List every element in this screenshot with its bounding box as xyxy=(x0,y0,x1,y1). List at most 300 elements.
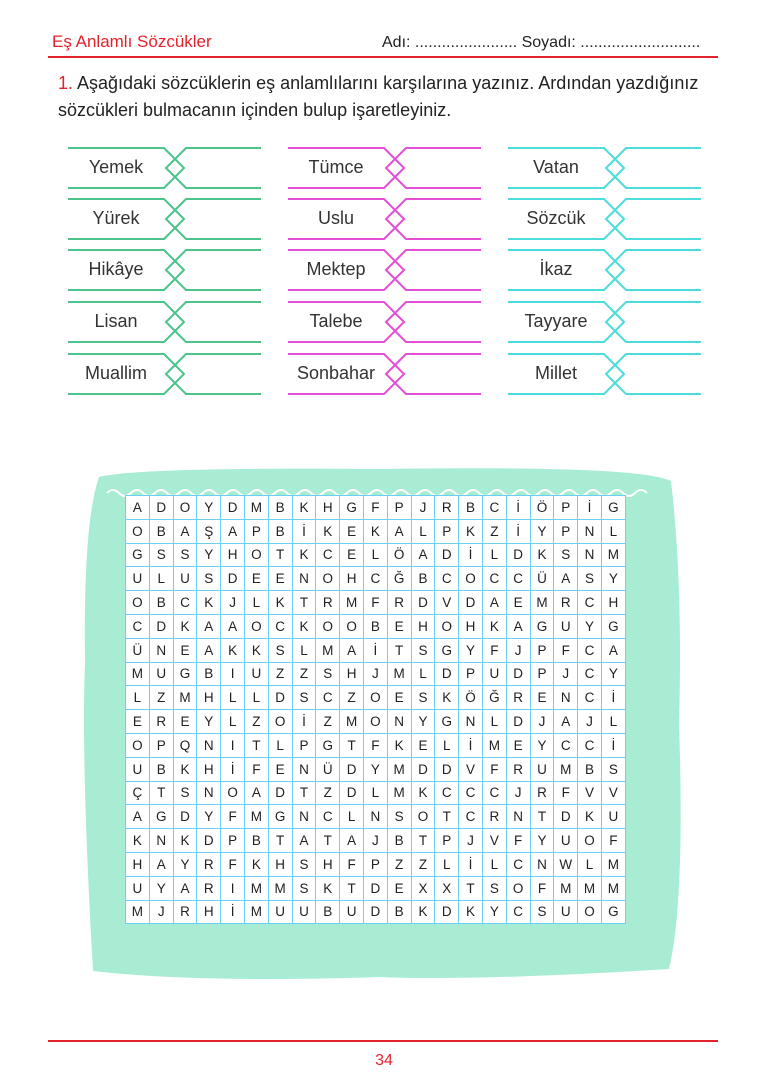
grid-letter-cell[interactable]: F xyxy=(482,638,506,662)
grid-letter-cell[interactable]: D xyxy=(149,614,173,638)
grid-letter-cell[interactable]: D xyxy=(506,710,530,734)
grid-letter-cell[interactable]: E xyxy=(244,567,268,591)
grid-letter-cell[interactable]: L xyxy=(601,710,625,734)
grid-letter-cell[interactable]: C xyxy=(482,496,506,520)
grid-letter-cell[interactable]: D xyxy=(340,757,364,781)
grid-letter-cell[interactable]: S xyxy=(554,543,578,567)
grid-letter-cell[interactable]: I xyxy=(221,876,245,900)
grid-letter-cell[interactable]: Ü xyxy=(530,567,554,591)
grid-letter-cell[interactable]: Z xyxy=(316,781,340,805)
grid-letter-cell[interactable]: C xyxy=(173,591,197,615)
grid-letter-cell[interactable]: Z xyxy=(482,519,506,543)
grid-letter-cell[interactable]: S xyxy=(173,781,197,805)
grid-letter-cell[interactable]: G xyxy=(601,496,625,520)
grid-letter-cell[interactable]: G xyxy=(316,733,340,757)
grid-letter-cell[interactable]: C xyxy=(578,662,602,686)
grid-letter-cell[interactable]: N xyxy=(292,757,316,781)
grid-letter-cell[interactable]: U xyxy=(149,662,173,686)
grid-letter-cell[interactable]: H xyxy=(221,543,245,567)
grid-letter-cell[interactable]: İ xyxy=(221,757,245,781)
grid-letter-cell[interactable]: B xyxy=(578,757,602,781)
grid-letter-cell[interactable]: M xyxy=(268,876,292,900)
grid-letter-cell[interactable]: T xyxy=(268,543,292,567)
grid-letter-cell[interactable]: S xyxy=(387,805,411,829)
grid-letter-cell[interactable]: E xyxy=(173,710,197,734)
grid-letter-cell[interactable]: O xyxy=(506,876,530,900)
grid-letter-cell[interactable]: J xyxy=(221,591,245,615)
grid-letter-cell[interactable]: R xyxy=(149,710,173,734)
grid-letter-cell[interactable]: G xyxy=(173,662,197,686)
grid-letter-cell[interactable]: A xyxy=(292,829,316,853)
grid-letter-cell[interactable]: O xyxy=(126,591,150,615)
grid-letter-cell[interactable]: N xyxy=(578,519,602,543)
grid-letter-cell[interactable]: C xyxy=(316,805,340,829)
grid-letter-cell[interactable]: K xyxy=(173,614,197,638)
grid-letter-cell[interactable]: C xyxy=(578,591,602,615)
grid-letter-cell[interactable]: C xyxy=(126,614,150,638)
grid-letter-cell[interactable]: G xyxy=(149,805,173,829)
grid-letter-cell[interactable]: Y xyxy=(197,805,221,829)
grid-letter-cell[interactable]: C xyxy=(316,686,340,710)
grid-letter-cell[interactable]: H xyxy=(601,591,625,615)
grid-letter-cell[interactable]: U xyxy=(601,805,625,829)
grid-letter-cell[interactable]: M xyxy=(387,662,411,686)
grid-letter-cell[interactable]: L xyxy=(340,805,364,829)
grid-letter-cell[interactable]: İ xyxy=(292,710,316,734)
grid-letter-cell[interactable]: K xyxy=(173,757,197,781)
grid-letter-cell[interactable]: Ç xyxy=(126,781,150,805)
grid-letter-cell[interactable]: B xyxy=(363,614,387,638)
grid-letter-cell[interactable]: S xyxy=(268,638,292,662)
answer-blank-frame[interactable] xyxy=(386,302,481,342)
grid-letter-cell[interactable]: B xyxy=(387,829,411,853)
grid-letter-cell[interactable]: İ xyxy=(506,519,530,543)
grid-letter-cell[interactable]: A xyxy=(601,638,625,662)
grid-letter-cell[interactable]: Ü xyxy=(126,638,150,662)
grid-letter-cell[interactable]: C xyxy=(435,567,459,591)
grid-letter-cell[interactable]: P xyxy=(530,638,554,662)
grid-letter-cell[interactable]: K xyxy=(268,591,292,615)
grid-letter-cell[interactable]: K xyxy=(316,519,340,543)
grid-letter-cell[interactable]: D xyxy=(459,591,483,615)
grid-letter-cell[interactable]: U xyxy=(530,757,554,781)
grid-letter-cell[interactable]: D xyxy=(197,829,221,853)
grid-letter-cell[interactable]: M xyxy=(340,710,364,734)
answer-blank-frame[interactable] xyxy=(386,354,481,394)
grid-letter-cell[interactable]: E xyxy=(387,686,411,710)
answer-blank-frame[interactable] xyxy=(166,250,261,290)
grid-letter-cell[interactable]: V xyxy=(578,781,602,805)
grid-letter-cell[interactable]: D xyxy=(506,543,530,567)
grid-letter-cell[interactable]: E xyxy=(506,591,530,615)
grid-letter-cell[interactable]: P xyxy=(435,519,459,543)
grid-letter-cell[interactable]: K xyxy=(197,591,221,615)
grid-letter-cell[interactable]: Ö xyxy=(459,686,483,710)
answer-blank-frame[interactable] xyxy=(166,148,261,188)
grid-letter-cell[interactable]: G xyxy=(601,900,625,924)
grid-letter-cell[interactable]: D xyxy=(435,543,459,567)
grid-letter-cell[interactable]: X xyxy=(411,876,435,900)
grid-letter-cell[interactable]: A xyxy=(387,519,411,543)
grid-letter-cell[interactable]: J xyxy=(411,496,435,520)
grid-letter-cell[interactable]: D xyxy=(435,757,459,781)
grid-letter-cell[interactable]: E xyxy=(268,567,292,591)
grid-letter-cell[interactable]: J xyxy=(506,638,530,662)
grid-letter-cell[interactable]: T xyxy=(530,805,554,829)
grid-letter-cell[interactable]: V xyxy=(482,829,506,853)
grid-letter-cell[interactable]: E xyxy=(506,733,530,757)
grid-letter-cell[interactable]: F xyxy=(554,781,578,805)
grid-letter-cell[interactable]: K xyxy=(244,638,268,662)
grid-letter-cell[interactable]: B xyxy=(268,519,292,543)
grid-letter-cell[interactable]: Z xyxy=(316,710,340,734)
grid-letter-cell[interactable]: N xyxy=(292,805,316,829)
grid-letter-cell[interactable]: M xyxy=(244,876,268,900)
grid-letter-cell[interactable]: N xyxy=(197,781,221,805)
grid-letter-cell[interactable]: U xyxy=(126,757,150,781)
grid-letter-cell[interactable]: A xyxy=(554,567,578,591)
grid-letter-cell[interactable]: D xyxy=(363,900,387,924)
grid-letter-cell[interactable]: K xyxy=(411,781,435,805)
grid-letter-cell[interactable]: Y xyxy=(601,567,625,591)
grid-letter-cell[interactable]: T xyxy=(316,829,340,853)
grid-letter-cell[interactable]: B xyxy=(268,496,292,520)
grid-letter-cell[interactable]: C xyxy=(578,686,602,710)
grid-letter-cell[interactable]: M xyxy=(126,662,150,686)
grid-letter-cell[interactable]: L xyxy=(482,710,506,734)
grid-letter-cell[interactable]: A xyxy=(244,781,268,805)
grid-letter-cell[interactable]: S xyxy=(149,543,173,567)
grid-letter-cell[interactable]: E xyxy=(268,757,292,781)
grid-letter-cell[interactable]: Y xyxy=(173,852,197,876)
grid-letter-cell[interactable]: Ö xyxy=(530,496,554,520)
grid-letter-cell[interactable]: A xyxy=(340,829,364,853)
grid-letter-cell[interactable]: R xyxy=(173,900,197,924)
grid-letter-cell[interactable]: A xyxy=(221,519,245,543)
grid-letter-cell[interactable]: O xyxy=(244,614,268,638)
grid-letter-cell[interactable]: D xyxy=(221,567,245,591)
grid-letter-cell[interactable]: Y xyxy=(411,710,435,734)
grid-letter-cell[interactable]: O xyxy=(316,614,340,638)
grid-letter-cell[interactable]: L xyxy=(244,686,268,710)
grid-letter-cell[interactable]: M xyxy=(340,591,364,615)
grid-letter-cell[interactable]: C xyxy=(459,781,483,805)
grid-letter-cell[interactable]: N xyxy=(292,567,316,591)
grid-letter-cell[interactable]: M xyxy=(244,900,268,924)
grid-letter-cell[interactable]: K xyxy=(316,876,340,900)
grid-letter-cell[interactable]: S xyxy=(411,686,435,710)
grid-letter-cell[interactable]: İ xyxy=(292,519,316,543)
grid-letter-cell[interactable]: U xyxy=(126,567,150,591)
grid-letter-cell[interactable]: C xyxy=(268,614,292,638)
grid-letter-cell[interactable]: P xyxy=(387,496,411,520)
grid-letter-cell[interactable]: B xyxy=(411,567,435,591)
grid-letter-cell[interactable]: O xyxy=(578,829,602,853)
grid-letter-cell[interactable]: P xyxy=(363,852,387,876)
grid-letter-cell[interactable]: E xyxy=(387,876,411,900)
grid-letter-cell[interactable]: B xyxy=(244,829,268,853)
grid-letter-cell[interactable]: Y xyxy=(601,662,625,686)
grid-letter-cell[interactable]: N xyxy=(149,638,173,662)
grid-letter-cell[interactable]: C xyxy=(554,733,578,757)
grid-letter-cell[interactable]: O xyxy=(316,567,340,591)
grid-letter-cell[interactable]: K xyxy=(482,614,506,638)
grid-letter-cell[interactable]: F xyxy=(482,757,506,781)
answer-blank-frame[interactable] xyxy=(386,148,481,188)
grid-letter-cell[interactable]: F xyxy=(554,638,578,662)
grid-letter-cell[interactable]: G xyxy=(435,638,459,662)
grid-letter-cell[interactable]: J xyxy=(459,829,483,853)
grid-letter-cell[interactable]: U xyxy=(554,614,578,638)
grid-letter-cell[interactable]: U xyxy=(554,829,578,853)
grid-letter-cell[interactable]: D xyxy=(435,662,459,686)
grid-letter-cell[interactable]: G xyxy=(601,614,625,638)
grid-letter-cell[interactable]: W xyxy=(554,852,578,876)
grid-letter-cell[interactable]: G xyxy=(340,496,364,520)
grid-letter-cell[interactable]: K xyxy=(292,496,316,520)
grid-letter-cell[interactable]: S xyxy=(197,567,221,591)
grid-letter-cell[interactable]: H xyxy=(197,686,221,710)
grid-letter-cell[interactable]: R xyxy=(506,757,530,781)
grid-letter-cell[interactable]: N xyxy=(149,829,173,853)
grid-letter-cell[interactable]: R xyxy=(197,876,221,900)
grid-letter-cell[interactable]: N xyxy=(363,805,387,829)
grid-letter-cell[interactable]: A xyxy=(197,638,221,662)
grid-letter-cell[interactable]: K xyxy=(435,686,459,710)
grid-letter-cell[interactable]: E xyxy=(411,733,435,757)
grid-letter-cell[interactable]: O xyxy=(459,567,483,591)
grid-letter-cell[interactable]: Z xyxy=(268,662,292,686)
grid-letter-cell[interactable]: J xyxy=(530,710,554,734)
grid-letter-cell[interactable]: G xyxy=(126,543,150,567)
grid-letter-cell[interactable]: F xyxy=(506,829,530,853)
grid-letter-cell[interactable]: P xyxy=(554,496,578,520)
grid-letter-cell[interactable]: A xyxy=(173,876,197,900)
grid-letter-cell[interactable]: M xyxy=(601,876,625,900)
grid-letter-cell[interactable]: Z xyxy=(292,662,316,686)
grid-letter-cell[interactable]: B xyxy=(149,757,173,781)
grid-letter-cell[interactable]: A xyxy=(340,638,364,662)
grid-letter-cell[interactable]: İ xyxy=(221,900,245,924)
grid-letter-cell[interactable]: N xyxy=(459,710,483,734)
grid-letter-cell[interactable]: J xyxy=(363,829,387,853)
grid-letter-cell[interactable]: R xyxy=(435,496,459,520)
grid-letter-cell[interactable]: T xyxy=(459,876,483,900)
grid-letter-cell[interactable]: F xyxy=(340,852,364,876)
grid-letter-cell[interactable]: M xyxy=(387,757,411,781)
grid-letter-cell[interactable]: U xyxy=(126,876,150,900)
grid-letter-cell[interactable]: O xyxy=(340,614,364,638)
grid-letter-cell[interactable]: J xyxy=(149,900,173,924)
grid-letter-cell[interactable]: P xyxy=(244,519,268,543)
grid-letter-cell[interactable]: E xyxy=(387,614,411,638)
grid-letter-cell[interactable]: X xyxy=(435,876,459,900)
grid-letter-cell[interactable]: A xyxy=(482,591,506,615)
grid-letter-cell[interactable]: C xyxy=(316,543,340,567)
grid-letter-cell[interactable]: S xyxy=(601,757,625,781)
grid-letter-cell[interactable]: Y xyxy=(197,496,221,520)
grid-letter-cell[interactable]: Ö xyxy=(387,543,411,567)
grid-letter-cell[interactable]: L xyxy=(482,543,506,567)
grid-letter-cell[interactable]: K xyxy=(126,829,150,853)
grid-letter-cell[interactable]: G xyxy=(530,614,554,638)
grid-letter-cell[interactable]: H xyxy=(411,614,435,638)
grid-letter-cell[interactable]: H xyxy=(197,900,221,924)
grid-letter-cell[interactable]: C xyxy=(435,781,459,805)
grid-letter-cell[interactable]: I xyxy=(221,733,245,757)
grid-letter-cell[interactable]: İ xyxy=(459,733,483,757)
grid-letter-cell[interactable]: E xyxy=(340,519,364,543)
grid-letter-cell[interactable]: L xyxy=(363,781,387,805)
grid-letter-cell[interactable]: N xyxy=(506,805,530,829)
answer-blank-frame[interactable] xyxy=(606,199,701,239)
grid-letter-cell[interactable]: A xyxy=(411,543,435,567)
grid-letter-cell[interactable]: Y xyxy=(363,757,387,781)
grid-letter-cell[interactable]: F xyxy=(244,757,268,781)
grid-letter-cell[interactable]: A xyxy=(149,852,173,876)
grid-letter-cell[interactable]: A xyxy=(506,614,530,638)
grid-letter-cell[interactable]: D xyxy=(411,757,435,781)
grid-letter-cell[interactable]: A xyxy=(126,805,150,829)
grid-letter-cell[interactable]: T xyxy=(268,829,292,853)
grid-letter-cell[interactable]: Ü xyxy=(316,757,340,781)
grid-letter-cell[interactable]: A xyxy=(173,519,197,543)
grid-letter-cell[interactable]: Z xyxy=(340,686,364,710)
grid-letter-cell[interactable]: G xyxy=(268,805,292,829)
grid-letter-cell[interactable]: L xyxy=(126,686,150,710)
grid-letter-cell[interactable]: K xyxy=(244,852,268,876)
grid-letter-cell[interactable]: T xyxy=(411,829,435,853)
grid-letter-cell[interactable]: C xyxy=(459,805,483,829)
grid-letter-cell[interactable]: H xyxy=(340,567,364,591)
grid-letter-cell[interactable]: T xyxy=(340,876,364,900)
grid-letter-cell[interactable]: C xyxy=(506,852,530,876)
grid-letter-cell[interactable]: K xyxy=(387,733,411,757)
grid-letter-cell[interactable]: Z xyxy=(149,686,173,710)
answer-blank-frame[interactable] xyxy=(606,250,701,290)
grid-letter-cell[interactable]: U xyxy=(173,567,197,591)
grid-letter-cell[interactable]: C xyxy=(482,567,506,591)
grid-letter-cell[interactable]: C xyxy=(482,781,506,805)
grid-letter-cell[interactable]: V xyxy=(601,781,625,805)
grid-letter-cell[interactable]: U xyxy=(554,900,578,924)
grid-letter-cell[interactable]: H xyxy=(268,852,292,876)
grid-letter-cell[interactable]: M xyxy=(554,876,578,900)
grid-letter-cell[interactable]: M xyxy=(387,781,411,805)
grid-letter-cell[interactable]: S xyxy=(578,567,602,591)
grid-letter-cell[interactable]: R xyxy=(316,591,340,615)
grid-letter-cell[interactable]: E xyxy=(126,710,150,734)
grid-letter-cell[interactable]: Y xyxy=(482,900,506,924)
grid-letter-cell[interactable]: B xyxy=(149,519,173,543)
grid-letter-cell[interactable]: D xyxy=(268,686,292,710)
grid-letter-cell[interactable]: İ xyxy=(578,496,602,520)
grid-letter-cell[interactable]: F xyxy=(530,876,554,900)
grid-letter-cell[interactable]: L xyxy=(411,519,435,543)
grid-letter-cell[interactable]: F xyxy=(601,829,625,853)
grid-letter-cell[interactable]: B xyxy=(197,662,221,686)
grid-letter-cell[interactable]: Ğ xyxy=(387,567,411,591)
grid-letter-cell[interactable]: G xyxy=(435,710,459,734)
grid-letter-cell[interactable]: D xyxy=(435,900,459,924)
grid-letter-cell[interactable]: Y xyxy=(578,614,602,638)
answer-blank-frame[interactable] xyxy=(386,199,481,239)
grid-letter-cell[interactable]: M xyxy=(578,876,602,900)
grid-letter-cell[interactable]: Z xyxy=(411,852,435,876)
grid-letter-cell[interactable]: F xyxy=(221,852,245,876)
grid-letter-cell[interactable]: B xyxy=(316,900,340,924)
grid-letter-cell[interactable]: V xyxy=(435,591,459,615)
grid-letter-cell[interactable]: H xyxy=(316,852,340,876)
grid-letter-cell[interactable]: H xyxy=(126,852,150,876)
grid-letter-cell[interactable]: U xyxy=(482,662,506,686)
grid-letter-cell[interactable]: N xyxy=(530,852,554,876)
grid-letter-cell[interactable]: L xyxy=(411,662,435,686)
answer-blank-frame[interactable] xyxy=(166,302,261,342)
grid-letter-cell[interactable]: T xyxy=(292,591,316,615)
grid-letter-cell[interactable]: P xyxy=(459,662,483,686)
grid-letter-cell[interactable]: S xyxy=(316,662,340,686)
grid-letter-cell[interactable]: V xyxy=(459,757,483,781)
grid-letter-cell[interactable]: C xyxy=(506,567,530,591)
grid-letter-cell[interactable]: D xyxy=(411,591,435,615)
grid-letter-cell[interactable]: M xyxy=(173,686,197,710)
grid-letter-cell[interactable]: İ xyxy=(459,543,483,567)
grid-letter-cell[interactable]: İ xyxy=(459,852,483,876)
grid-letter-cell[interactable]: K xyxy=(530,543,554,567)
grid-letter-cell[interactable]: Y xyxy=(530,733,554,757)
grid-letter-cell[interactable]: D xyxy=(173,805,197,829)
grid-letter-cell[interactable]: Ş xyxy=(197,519,221,543)
grid-letter-cell[interactable]: C xyxy=(363,567,387,591)
grid-letter-cell[interactable]: Z xyxy=(387,852,411,876)
grid-letter-cell[interactable]: O xyxy=(221,781,245,805)
grid-letter-cell[interactable]: Q xyxy=(173,733,197,757)
grid-letter-cell[interactable]: İ xyxy=(506,496,530,520)
grid-letter-cell[interactable]: E xyxy=(340,543,364,567)
grid-letter-cell[interactable]: M xyxy=(554,757,578,781)
grid-letter-cell[interactable]: R xyxy=(197,852,221,876)
grid-letter-cell[interactable]: M xyxy=(601,543,625,567)
grid-letter-cell[interactable]: J xyxy=(554,662,578,686)
grid-letter-cell[interactable]: L xyxy=(363,543,387,567)
grid-letter-cell[interactable]: Y xyxy=(149,876,173,900)
grid-letter-cell[interactable]: H xyxy=(340,662,364,686)
grid-letter-cell[interactable]: M xyxy=(244,496,268,520)
grid-letter-cell[interactable]: J xyxy=(578,710,602,734)
grid-letter-cell[interactable]: N xyxy=(197,733,221,757)
grid-letter-cell[interactable]: M xyxy=(244,805,268,829)
grid-letter-cell[interactable]: B xyxy=(149,591,173,615)
grid-letter-cell[interactable]: B xyxy=(387,900,411,924)
grid-letter-cell[interactable]: L xyxy=(578,852,602,876)
grid-letter-cell[interactable]: N xyxy=(578,543,602,567)
grid-letter-cell[interactable]: R xyxy=(506,686,530,710)
grid-letter-cell[interactable]: P xyxy=(435,829,459,853)
answer-blank-frame[interactable] xyxy=(606,148,701,188)
grid-letter-cell[interactable]: T xyxy=(340,733,364,757)
grid-letter-cell[interactable]: S xyxy=(292,876,316,900)
grid-letter-cell[interactable]: O xyxy=(244,543,268,567)
grid-letter-cell[interactable]: A xyxy=(554,710,578,734)
grid-letter-cell[interactable]: J xyxy=(363,662,387,686)
grid-letter-cell[interactable]: K xyxy=(221,638,245,662)
grid-letter-cell[interactable]: P xyxy=(530,662,554,686)
grid-letter-cell[interactable]: L xyxy=(482,852,506,876)
grid-letter-cell[interactable]: L xyxy=(435,733,459,757)
grid-letter-cell[interactable]: E xyxy=(173,638,197,662)
grid-letter-cell[interactable]: Y xyxy=(530,829,554,853)
